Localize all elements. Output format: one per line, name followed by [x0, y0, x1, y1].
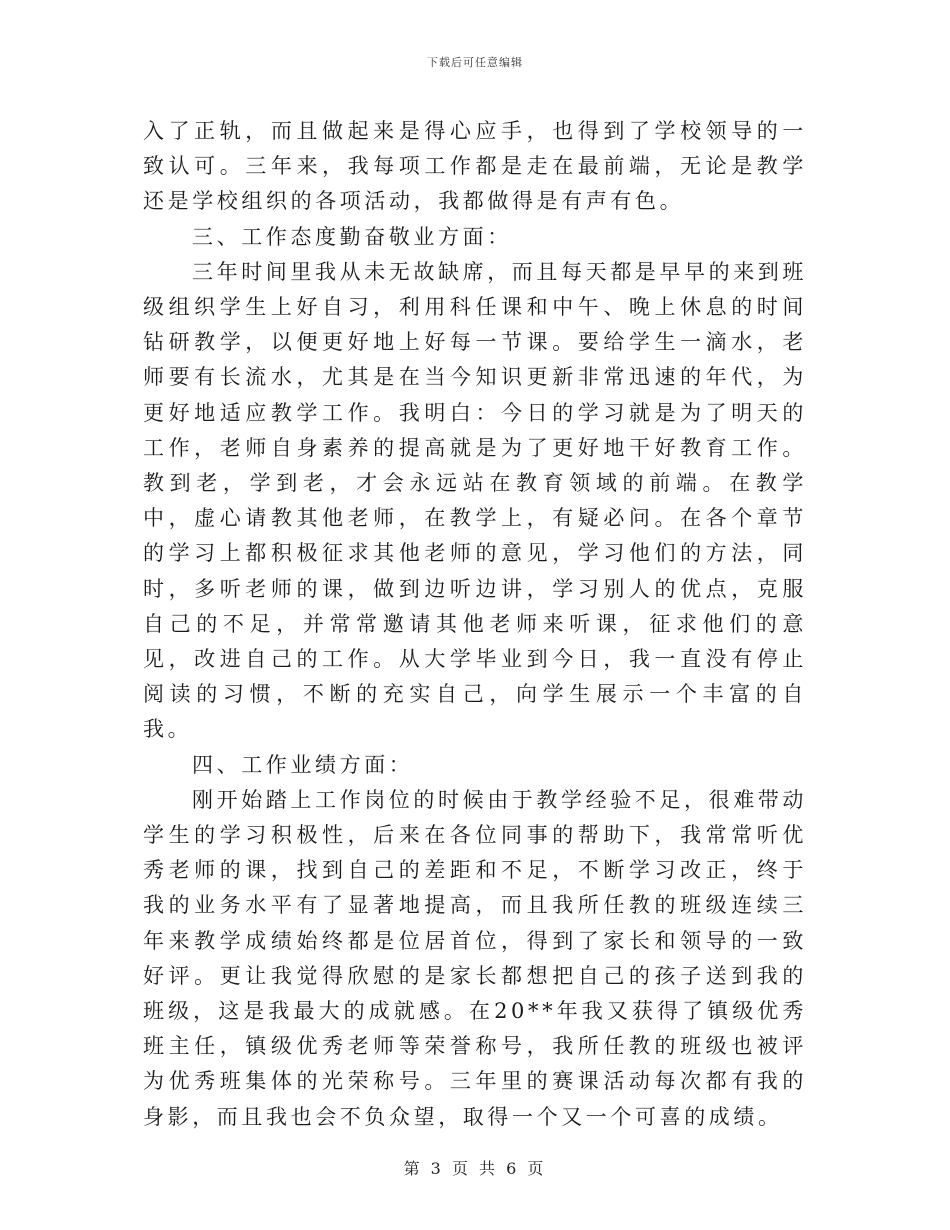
section-heading-work-attitude: 三、工作态度勤奋敬业方面：: [192, 224, 512, 249]
paragraph-work-achievements: 刚开始踏上工作岗位的时候由于教学经验不足，很难带动学生的学习积极性，后来在各位同事的帮助下，我常常听优秀老师的课，找到自己的差距和不足，不断学习改正，终于我的业务水平有了显著地提高，而且我所任教的班级连续三年来教学成绩始终都是位居首位，得到了家长和领导的一致好评。更让我觉得欣慰的是家长都想把自己的孩子送到我的班级，这是我最大的成就感。在20**年我又获得了镇级优秀班主任，镇级优秀老师等荣誉称号，我所任教的班级也被评为优秀班集体的光荣称号。三年里的赛课活动每次都有我的身影，而且我也会不负众望，取得一个又一个可喜的成绩。: [143, 787, 807, 1129]
document-body: [143, 114, 807, 1135]
paragraph-continuation: 入了正轨，而且做起来是得心应手，也得到了学校领导的一致认可。三年来，我每项工作都是走在最前端，无论是教学还是学校组织的各项活动，我都做得是有声有色。: [143, 119, 807, 214]
page-number: 第 3 页 共 6 页: [403, 1159, 547, 1178]
page-header: 下载后可任意编辑: [427, 56, 523, 69]
section-heading-work-achievements: 四、工作业绩方面：: [192, 752, 414, 777]
paragraph-work-attitude: 三年时间里我从未无故缺席，而且每天都是早早的来到班级组织学生上好自习，利用科任课和中午、晚上休息的时间钻研教学，以便更好地上好每一节课。要给学生一滴水，老师要有长流水，尤其是在当今知识更新非常迅速的年代，为更好地适应教学工作。我明白：今日的学习就是为了明天的工作，老师自身素养的提高就是为了更好地干好教育工作。教到老，学到老，才会永远站在教育领域的前端。在教学中，虚心请教其他老师，在教学上，有疑必问。在各个章节的学习上都积极征求其他老师的意见，学习他们的方法，同时，多听老师的课，做到边听边讲，学习别人的优点，克服自己的不足，并常常邀请其他老师来听课，征求他们的意见，改进自己的工作。从大学毕业到今日，我一直没有停止阅读的习惯，不断的充实自己，向学生展示一个丰富的自我。: [143, 259, 807, 742]
